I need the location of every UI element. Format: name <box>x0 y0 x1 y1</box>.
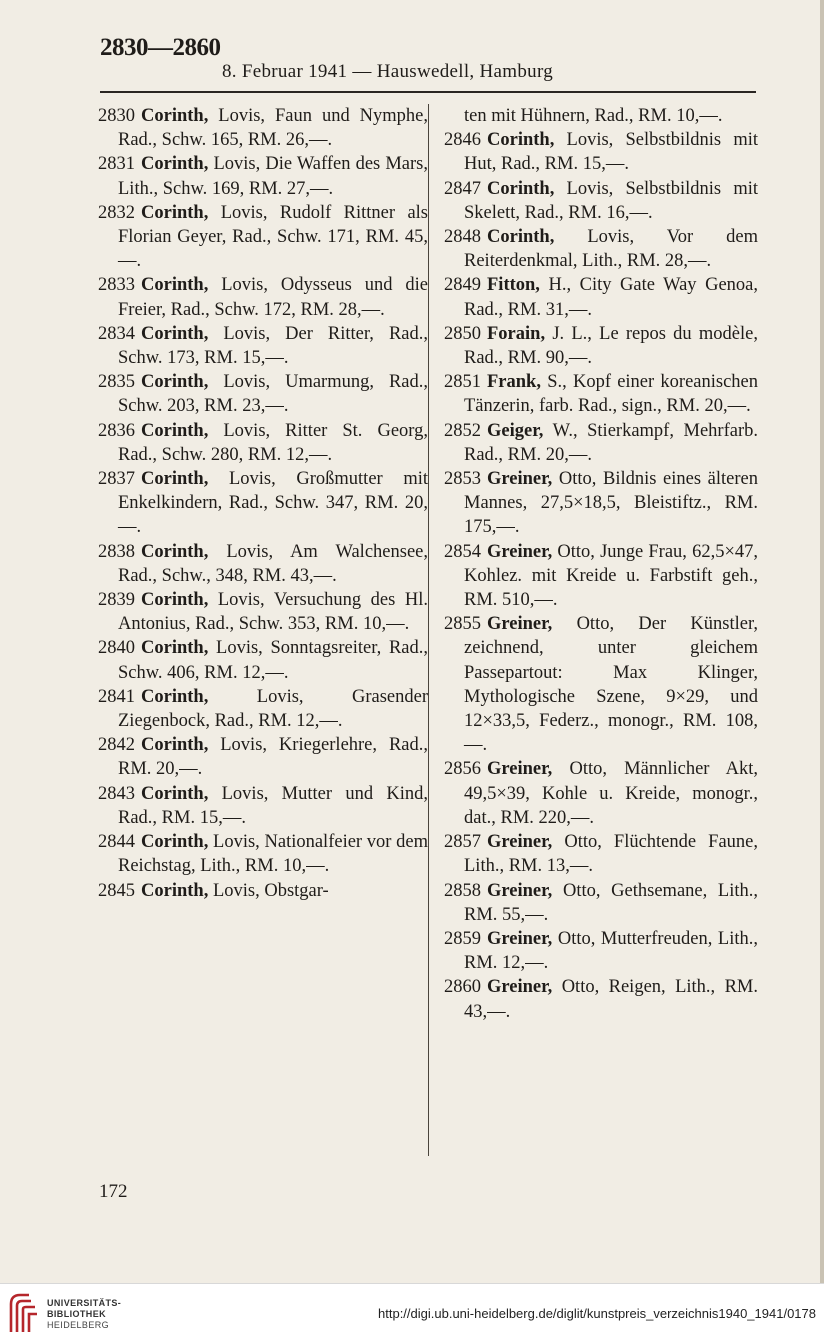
lot-number: 2841 <box>98 686 135 707</box>
lot-description: Otto, Gethsemane, Lith., RM. 55,—. <box>464 880 759 925</box>
artist-name: Fitton, <box>487 275 540 296</box>
artist-name: Corinth, <box>141 735 209 756</box>
artist-name: Greiner, <box>487 469 553 490</box>
library-name-line1: UNIVERSITÄTS- <box>47 1298 122 1308</box>
running-header: 8. Februar 1941 — Hauswedell, Hamburg <box>222 61 554 82</box>
artist-name: Corinth, <box>141 638 209 659</box>
column-divider <box>428 104 429 1156</box>
artist-name: Corinth, <box>141 106 209 126</box>
lot-entry <box>98 588 428 636</box>
lot-entry <box>444 273 758 321</box>
lot-entry <box>98 830 428 878</box>
lot-description: Lovis, Odysseus und die Freier, Rad., Schw. 172, RM. 28,—. <box>118 275 428 320</box>
lot-entry <box>98 322 428 370</box>
lot-entry <box>98 419 428 467</box>
lot-entry <box>444 612 758 757</box>
lot-description: Otto, Männlicher Akt, 49,5×39, Kohle u. Kreide, monogr., dat., RM. 220,—. <box>464 759 758 828</box>
lot-entry <box>98 540 428 588</box>
artist-name: Corinth, <box>141 469 209 490</box>
lot-entry <box>444 540 758 613</box>
artist-name: Corinth, <box>141 541 209 562</box>
lot-description: Lovis, Versuchung des Hl. Antonius, Rad., Schw. 353, RM. 10,—. <box>118 590 428 635</box>
lot-description: Lovis, Faun und Nymphe, Rad., Schw. 165, RM. 26,—. <box>118 106 428 151</box>
lot-number: 2852 <box>444 420 481 441</box>
lot-description: J. L., Le repos du modèle, Rad., RM. 90,—. <box>464 323 758 369</box>
lot-number: 2858 <box>444 880 481 901</box>
artist-name: Greiner, <box>487 541 553 562</box>
lot-description: Otto, Reigen, Lith., RM. 43,—. <box>464 977 758 1022</box>
lot-number: 2832 <box>98 202 135 223</box>
lot-number: 2849 <box>444 275 481 296</box>
lot-number: 2840 <box>98 638 135 659</box>
lot-number: 2860 <box>444 977 481 998</box>
library-name-line3: HEIDELBERG <box>47 1320 110 1330</box>
lot-number: 2847 <box>444 178 481 199</box>
library-name <box>47 1298 121 1331</box>
lot-number: 2856 <box>444 759 481 780</box>
artist-name: Greiner, <box>487 928 553 949</box>
lot-number: 2842 <box>98 735 135 756</box>
lot-description: Lovis, Obstgar- <box>212 880 329 901</box>
lot-entry <box>98 104 428 152</box>
lot-description: Lovis, Nationalfeier vor dem Reichstag, Lith., RM. 10,—. <box>118 832 428 877</box>
artist-name: Corinth, <box>141 202 209 223</box>
artist-name: Greiner, <box>487 759 553 780</box>
lot-description: Otto, Mutterfreuden, Lith., RM. 12,—. <box>464 928 758 974</box>
lot-entry <box>98 273 428 321</box>
artist-name: Corinth, <box>141 686 209 707</box>
lot-entry <box>444 419 758 467</box>
lot-description: Otto, Der Künstler, zeichnend, unter gleichem Passepartout: Max Klinger, Mythologische Szene, 9×29, und 12×33,5, Federz., monogr., RM. 108,—. <box>464 614 758 756</box>
left-column <box>98 104 428 903</box>
library-logo-icon <box>7 1290 41 1336</box>
lot-entry <box>444 177 758 225</box>
lot-description: Lovis, Ritter St. Georg, Rad., Schw. 280, RM. 12,—. <box>118 420 428 465</box>
lot-number: 2843 <box>98 783 135 804</box>
lot-number: 2835 <box>98 372 135 393</box>
lot-description: Otto, Bildnis eines älteren Mannes, 27,5×18,5, Bleistiftz., RM. 175,—. <box>464 469 759 538</box>
artist-name: Corinth, <box>141 372 209 393</box>
header-rule <box>100 91 756 93</box>
lot-entry <box>444 467 758 540</box>
lot-entry <box>444 757 758 830</box>
lot-description: Lovis, Vor dem Reiterdenkmal, Lith., RM. 28,—. <box>464 227 758 272</box>
artist-name: Forain, <box>487 323 546 344</box>
lot-description: Otto, Junge Frau, 62,5×47, Kohlez. mit Kreide u. Farbstift geh., RM. 510,—. <box>464 541 758 611</box>
lot-number: 2848 <box>444 227 481 248</box>
artist-name: Corinth, <box>141 832 209 853</box>
lot-description: Lovis, Großmutter mit Enkelkindern, Rad., Schw. 347, RM. 20,—. <box>118 469 428 538</box>
lot-entry <box>98 467 428 540</box>
artist-name: Corinth, <box>487 227 555 248</box>
artist-name: Corinth, <box>487 178 555 199</box>
lot-description: Lovis, Der Ritter, Rad., Schw. 173, RM. 15,—. <box>118 323 429 369</box>
lot-number: 2838 <box>98 541 135 562</box>
lot-entry <box>444 322 758 370</box>
lot-description: Lovis, Kriegerlehre, Rad., RM. 20,—. <box>118 735 428 780</box>
artist-name: Greiner, <box>487 832 553 853</box>
lot-description: H., City Gate Way Genoa, Rad., RM. 31,—. <box>464 275 758 320</box>
lot-description: Lovis, Selbstbildnis mit Hut, Rad., RM. 15,—. <box>464 130 758 175</box>
lot-entry <box>98 782 428 830</box>
lot-number: 2850 <box>444 323 481 344</box>
lot-number: 2831 <box>98 154 135 175</box>
lot-entry <box>98 152 428 200</box>
lot-description: S., Kopf einer koreanischen Tänzerin, farb. Rad., sign., RM. 20,—. <box>464 372 758 417</box>
lot-entry <box>444 830 758 878</box>
lot-entry <box>444 104 758 128</box>
lot-entry <box>98 636 428 684</box>
artist-name: Corinth, <box>141 590 209 611</box>
lot-description: ten mit Hühnern, Rad., RM. 10,—. <box>464 106 723 126</box>
lot-number: 2859 <box>444 928 481 949</box>
lot-number: 2855 <box>444 614 481 635</box>
lot-description: Lovis, Selbstbildnis mit Skelett, Rad., RM. 16,—. <box>464 178 758 223</box>
lot-number: 2853 <box>444 469 481 490</box>
library-name-line2: BIBLIOTHEK <box>47 1309 106 1319</box>
lot-entry <box>98 370 428 418</box>
lot-description: Lovis, Mutter und Kind, Rad., RM. 15,—. <box>118 783 428 828</box>
artist-name: Greiner, <box>487 880 553 901</box>
lot-description: Otto, Flüchtende Faune, Lith., RM. 13,—. <box>464 832 758 877</box>
artist-name: Frank, <box>487 372 541 393</box>
lot-description: Lovis, Grasender Ziegenbock, Rad., RM. 12,—. <box>118 686 429 732</box>
lot-entry <box>444 128 758 176</box>
lot-description: W., Stierkampf, Mehrfarb. Rad., RM. 20,—. <box>464 420 758 465</box>
artist-name: Greiner, <box>487 977 553 998</box>
artist-name: Corinth, <box>141 420 209 441</box>
lot-number: 2846 <box>444 130 481 151</box>
page-number: 172 <box>99 1181 128 1202</box>
artist-name: Greiner, <box>487 614 553 635</box>
lot-entry <box>444 975 758 1023</box>
artist-name: Corinth, <box>141 783 209 804</box>
lot-entry <box>444 370 758 418</box>
lot-number: 2857 <box>444 832 481 853</box>
lot-entry <box>98 685 428 733</box>
lot-description: Lovis, Umarmung, Rad., Schw. 203, RM. 23,—. <box>118 372 429 417</box>
artist-name: Corinth, <box>141 323 209 344</box>
right-column <box>444 104 758 1024</box>
artist-name: Corinth, <box>487 130 555 151</box>
lot-entry <box>444 879 758 927</box>
lot-entry <box>98 201 428 274</box>
lot-number: 2845 <box>98 880 135 901</box>
viewer-footer <box>0 1283 824 1343</box>
lot-entry <box>98 879 428 903</box>
lot-description: Lovis, Die Waffen des Mars, Lith., Schw. 169, RM. 27,—. <box>118 154 429 199</box>
lot-number: 2854 <box>444 541 481 562</box>
lot-number: 2839 <box>98 590 135 611</box>
lot-description: Lovis, Am Walchensee, Rad., Schw., 348, RM. 43,—. <box>118 541 428 586</box>
lot-entry <box>444 927 758 975</box>
artist-name: Corinth, <box>141 880 209 901</box>
lot-entry <box>98 733 428 781</box>
lot-range-heading: 2830—2860 <box>100 34 221 61</box>
lot-number: 2837 <box>98 469 135 490</box>
artist-name: Corinth, <box>141 154 209 175</box>
lot-number: 2851 <box>444 372 481 393</box>
lot-number: 2844 <box>98 832 135 853</box>
artist-name: Corinth, <box>141 275 209 296</box>
lot-description: Lovis, Rudolf Rittner als Florian Geyer, Rad., Schw. 171, RM. 45,—. <box>118 202 429 272</box>
permalink-url[interactable]: http://digi.ub.uni-heidelberg.de/diglit/kunstpreis_verzeichnis1940_1941/0178 <box>378 1306 816 1321</box>
lot-number: 2830 <box>98 106 135 126</box>
lot-number: 2834 <box>98 323 135 344</box>
lot-entry <box>444 225 758 273</box>
lot-number: 2833 <box>98 275 135 296</box>
page-edge <box>820 0 824 1283</box>
lot-number: 2836 <box>98 420 135 441</box>
artist-name: Geiger, <box>487 420 544 441</box>
lot-description: Lovis, Sonntagsreiter, Rad., Schw. 406, RM. 12,—. <box>118 638 428 683</box>
